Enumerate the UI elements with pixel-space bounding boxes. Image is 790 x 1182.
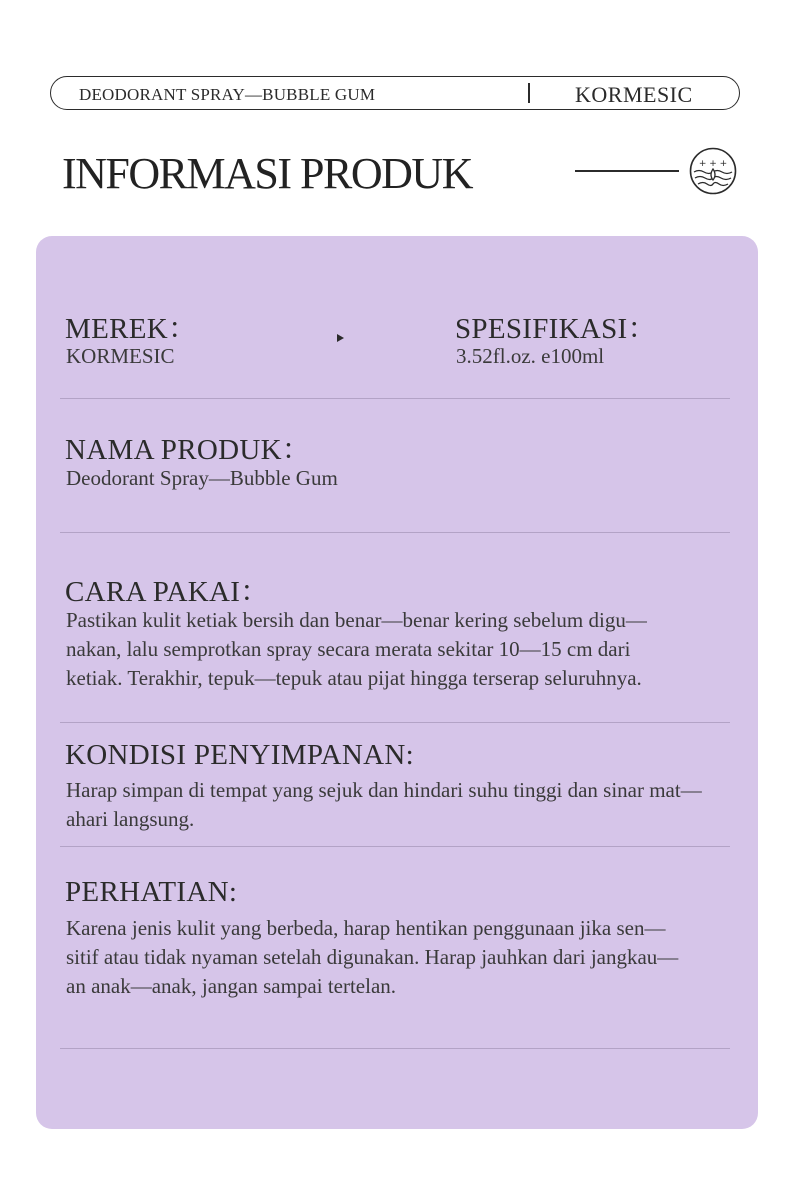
page-title: INFORMASI PRODUK <box>62 149 472 198</box>
brand-label: MEREK： <box>65 313 198 345</box>
caution-line: sitif atau tidak nyaman setelah digunakan. Harap jauhkan dari jangkau— <box>66 945 679 969</box>
skin-care-emblem-icon <box>689 147 737 195</box>
storage-label: KONDISI PENYIMPANAN: <box>65 739 414 771</box>
spec-label: SPESIFIKASI： <box>455 313 657 345</box>
usage-line: Pastikan kulit ketiak bersih dan benar—benar kering sebelum digu— <box>66 608 647 632</box>
svg-text:+ + +: + + + <box>698 159 728 169</box>
caution-line: Karena jenis kulit yang berbeda, harap hentikan penggunaan jika sen— <box>66 916 666 940</box>
divider <box>60 722 730 723</box>
brand-value: KORMESIC <box>66 344 175 368</box>
usage-label: CARA PAKAI： <box>65 576 270 608</box>
caution-text <box>66 914 678 1001</box>
storage-line: ahari langsung. <box>66 807 195 831</box>
play-arrow-icon <box>337 334 344 342</box>
product-name-label: NAMA PRODUK： <box>65 434 312 466</box>
storage-text <box>66 776 702 834</box>
divider <box>60 1048 730 1049</box>
storage-line: Harap simpan di tempat yang sejuk dan hindari suhu tinggi dan sinar mat— <box>66 778 702 802</box>
brand-logo: KORMESIC <box>575 82 693 107</box>
spec-value: 3.52fl.oz. e100ml <box>456 344 605 368</box>
product-title-bar <box>50 76 740 110</box>
usage-text <box>66 606 647 693</box>
caution-label: PERHATIAN: <box>65 876 238 908</box>
caution-line: an anak—anak, jangan sampai tertelan. <box>66 974 397 998</box>
usage-line: nakan, lalu semprotkan spray secara merata sekitar 10—15 cm dari <box>66 637 631 661</box>
divider <box>60 532 730 533</box>
usage-line: ketiak. Terakhir, tepuk—tepuk atau pijat hingga terserap seluruhnya. <box>66 666 642 690</box>
title-divider <box>528 83 530 103</box>
heading-rule <box>575 170 679 172</box>
product-name-value: Deodorant Spray—Bubble Gum <box>66 466 338 490</box>
product-title-label: DEODORANT SPRAY—BUBBLE GUM <box>79 85 376 104</box>
divider <box>60 398 730 399</box>
divider <box>60 846 730 847</box>
